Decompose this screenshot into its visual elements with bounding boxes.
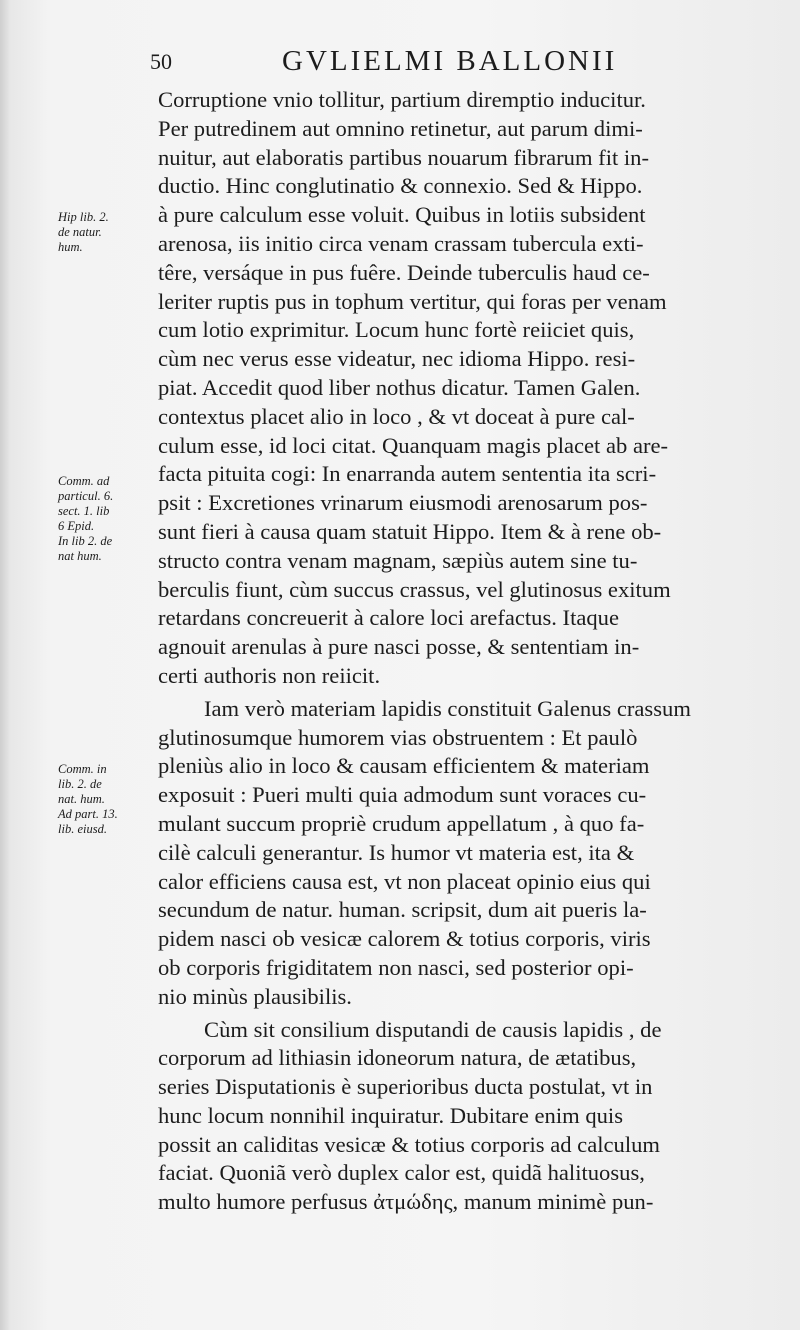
margin-note-line: nat. hum.	[58, 792, 105, 806]
text-line: nuitur, aut elaboratis partibus nouarum fibrarum fit in-	[158, 144, 650, 170]
text-line: retardans concreuerit à calore loci arefactus. Itaque	[158, 605, 620, 631]
text-line: cum lotio exprimitur. Locum hunc fortè reiiciet quis,	[158, 317, 635, 343]
page-header	[150, 45, 770, 85]
text-line: multo humore perfusus ἀτμώδης, manum minimè pun-	[158, 1189, 654, 1215]
text-line: cilè calculi generantur. Is humor vt materia est, ita &	[158, 839, 635, 865]
text-line: possit an caliditas vesicæ & totius corporis ad calculum	[158, 1131, 660, 1157]
text-line: series Disputationis è superioribus ducta postulat, vt in	[158, 1074, 653, 1100]
text-line: Per putredinem aut omnino retinetur, aut parum dimi-	[158, 115, 643, 141]
body-text	[158, 86, 770, 1217]
text-line: pidem nasci ob vesicæ calorem & totius corporis, viris	[158, 926, 651, 952]
margin-note-line: lib. eiusd.	[58, 822, 107, 836]
margin-note-comm-in-lib	[58, 762, 156, 837]
text-line: exposuit : Pueri multi quia admodum sunt voraces cu-	[158, 782, 647, 808]
margin-note-line: de natur.	[58, 225, 102, 239]
page-number: 50	[150, 49, 172, 74]
text-line: contextus placet alio in loco , & vt doceat à pure cal-	[158, 403, 635, 429]
margin-note-comm-ad-particul	[58, 474, 156, 564]
text-line: facta pituita cogi: In enarranda autem sententia ita scri-	[158, 461, 657, 487]
text-line: agnouit arenulas à pure nasci posse, & sententiam in-	[158, 634, 640, 660]
text-line: calor efficiens causa est, vt non placeat opinio eius qui	[158, 868, 651, 894]
text-line: hunc locum nonnihil inquiratur. Dubitare enim quis	[158, 1102, 623, 1128]
margin-note-line: particul. 6.	[58, 489, 114, 503]
text-line: certi authoris non reiicit.	[158, 662, 381, 688]
text-line: berculis fiunt, cùm succus crassus, vel glutinosus exitum	[158, 576, 671, 602]
text-line: ob corporis frigiditatem non nasci, sed posterior opi-	[158, 954, 634, 980]
text-line: piat. Accedit quod liber nothus dicatur. Tamen Galen.	[158, 374, 641, 400]
text-line: culum esse, id loci citat. Quanquam magis placet ab are-	[158, 432, 669, 458]
margin-note-line: lib. 2. de	[58, 777, 102, 791]
text-line: têre, versáque in pus fuêre. Deinde tuberculis haud ce-	[158, 259, 650, 285]
margin-note-line: Comm. ad	[58, 474, 110, 488]
paragraph-3	[158, 1016, 770, 1218]
margin-note-line: hum.	[58, 240, 83, 254]
text-line: ductio. Hinc conglutinatio & connexio. Sed & Hippo.	[158, 173, 643, 199]
gutter-shadow	[0, 0, 10, 1330]
text-line: leriter ruptis pus in tophum vertitur, qui foras per venam	[158, 288, 667, 314]
margin-note-line: In lib 2. de	[58, 534, 113, 548]
paragraph-1	[158, 86, 770, 691]
text-line: glutinosumque humorem vias obstruentem : Et paulò	[158, 724, 638, 750]
margin-note-hippocrates	[58, 210, 156, 255]
text-line: arenosa, iis initio circa venam crassam tubercula exti-	[158, 230, 644, 256]
text-line: sunt fieri à causa quam statuit Hippo. Item & à rene ob-	[158, 518, 662, 544]
running-head: GVLIELMI BALLONII	[282, 45, 618, 77]
text-line: mulant succum propriè crudum appellatum , à quo fa-	[158, 810, 645, 836]
text-line: secundum de natur. human. scripsit, dum ait pueris la-	[158, 897, 647, 923]
margin-note-line: Ad part. 13.	[58, 807, 118, 821]
text-line: faciat. Quoniã verò duplex calor est, quidã halituosus,	[158, 1160, 645, 1186]
margin-note-line: sect. 1. lib	[58, 504, 110, 518]
text-line: corporum ad lithiasin idoneorum natura, de ætatibus,	[158, 1045, 637, 1071]
text-line: structo contra venam magnam, sæpiùs autem sine tu-	[158, 547, 638, 573]
margin-note-line: nat hum.	[58, 549, 102, 563]
text-line: nio minùs plausibilis.	[158, 983, 352, 1009]
paragraph-2	[158, 695, 770, 1012]
text-line: Iam verò materiam lapidis constituit Galenus crassum	[204, 695, 691, 721]
margin-note-line: Comm. in	[58, 762, 107, 776]
text-line: cùm nec verus esse videatur, nec idioma Hippo. resi-	[158, 346, 636, 372]
margin-note-line: Hip lib. 2.	[58, 210, 109, 224]
text-line: psit : Excretiones vrinarum eiusmodi arenosarum pos-	[158, 490, 648, 516]
margin-note-line: 6 Epid.	[58, 519, 95, 533]
text-line: pleniùs alio in loco & causam efficientem & materiam	[158, 753, 650, 779]
text-line: à pure calculum esse voluit. Quibus in lotiis subsident	[158, 202, 646, 228]
text-line: Cùm sit consilium disputandi de causis lapidis , de	[204, 1016, 662, 1042]
text-line: Corruptione vnio tollitur, partium diremptio inducitur.	[158, 87, 646, 112]
